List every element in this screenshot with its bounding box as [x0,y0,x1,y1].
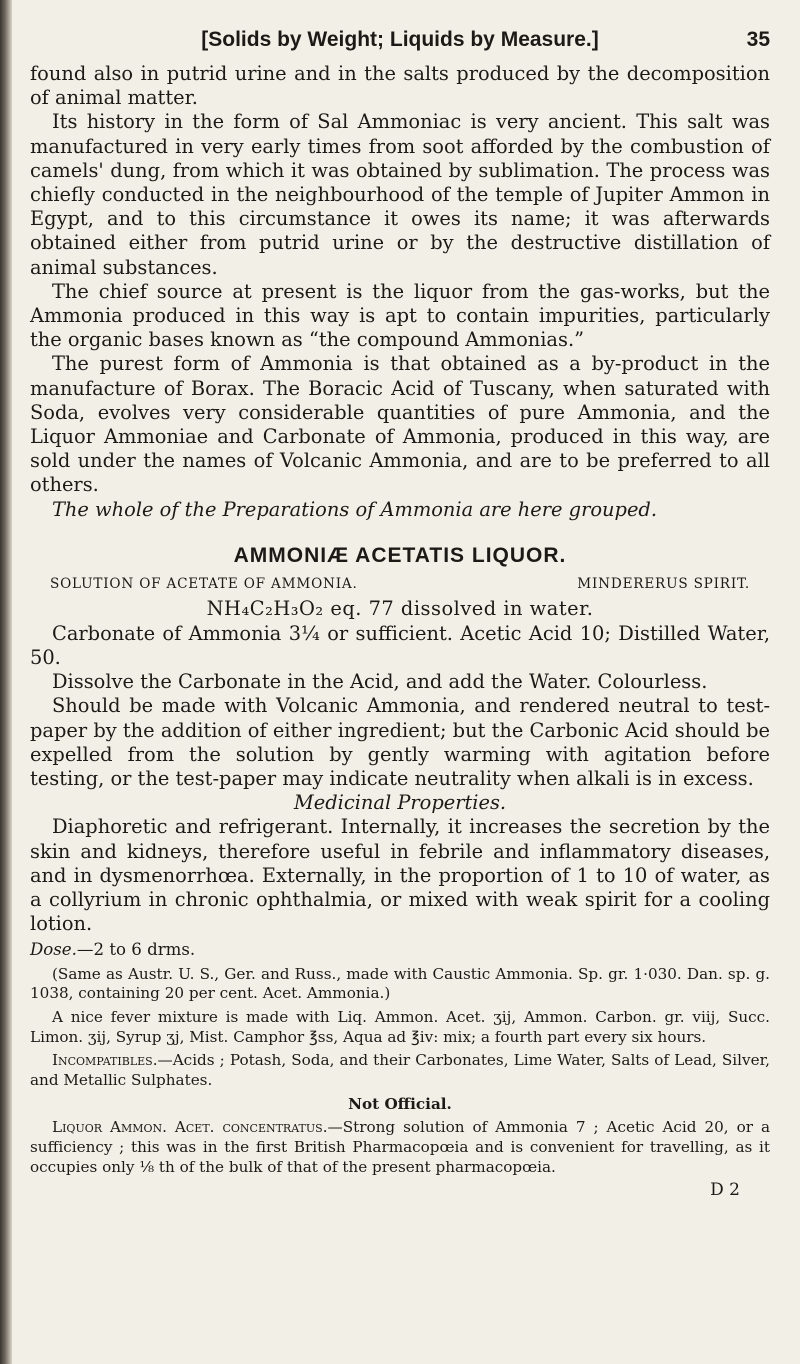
intro-paragraph-3: The chief source at present is the liquor from the gas-works, but the Ammonia produced in this way is apt to contain impurities, particularly the organic bases known as “the compound Ammonias.” [30,279,770,352]
monograph-subtitle [50,576,750,592]
liquor-concentratus [30,1118,770,1177]
intro-paragraph-4: The purest form of Ammonia is that obtained as a by-product in the manufacture of Borax. The Boracic Acid of Tuscany, when saturated with Soda, evolves very considerable quantities of pure Ammonia, and the Liquor Ammoniae and Carbonate of Ammonia, produced in this way, are sold under the names of Volcanic Ammonia, and are to be preferred to all others. [30,352,770,497]
ingredients: Carbonate of Ammonia 3¼ or sufficient. Acetic Acid 10; Distilled Water, 50. [30,621,770,670]
formula-line [30,596,770,622]
same-as-note: (Same as Austr. U. S., Ger. and Russ., made with Caustic Ammonia. Sp. gr. 1·030. Dan. sp. g. 1038, containing 20 per cent. Acet. Ammonia.) [30,964,770,1003]
running-head [30,28,770,62]
fever-mixture: A nice fever mixture is made with Liq. Ammon. Acet. ʒij, Ammon. Carbon. gr. viij, Succ. Limon. ʒij, Syrup ʒj, Mist. Camphor ℥ss, Aqua ad ℥iv: mix; a fourth part every six hours. [30,1007,770,1046]
incompatibles-label: Incompatibles. [52,1051,158,1070]
running-head-title: [Solids by Weight; Liquids by Measure.] [201,28,599,51]
properties-title: Medicinal Properties. [293,791,507,815]
dose-line [30,939,770,961]
binding-edge [0,0,12,1364]
monograph-title: AMMONIÆ ACETATIS LIQUOR. [233,543,567,567]
intro-section [30,62,770,522]
liquor-text: —Strong solution of Ammonia 7 ; Acetic Acid 20, or a sufficiency ; this was in the first British Pharmacopœia and is convenient for travelling, as it occupies only ⅛ th of the bulk of that of the present pharmacopœia. [30,1118,771,1176]
page-number: 35 [746,28,770,51]
liquor-label: Liquor Ammon. Acet. [52,1118,215,1137]
method: Dissolve the Carbonate in the Acid, and add the Water. Colourless. [52,670,708,694]
intro-paragraph-1: found also in putrid urine and in the salts produced by the decomposition of animal matter. [30,62,770,110]
intro-paragraph-2: Its history in the form of Sal Ammoniac is very ancient. This salt was manufactured in very early times from soot afforded by the combustion of camels' dung, from which it was obtained by sublimation. The process was chiefly conducted in the neighbourhood of the temple of Jupiter Ammon in Egypt, and to this circumstance it owes its name; it was afterwards obtained either from putrid urine or by the destructive distillation of animal substances. [30,110,770,279]
dose-value: —2 to 6 drms. [76,939,196,959]
preparation-notes: Should be made with Volcanic Ammonia, and rendered neutral to test-paper by the addition of either ingredient; but the Carbonic Acid should be expelled from the solution by gently warming with agitation before testing, or the test-paper may indicate neutrality when alkali is in excess. [30,694,770,791]
dose-label: Dose. [30,939,77,959]
incompatibles-text: —Acids ; Potash, Soda, and their Carbonates, Lime Water, Salts of Lead, Silver, and Metallic Sulphates. [30,1051,770,1090]
subtitle-right: MINDERERUS SPIRIT. [577,575,750,592]
small-print [30,965,770,1178]
properties-text: Diaphoretic and refrigerant. Internally, it increases the secretion by the skin and kidneys, therefore useful in febrile and inflammatory diseases, and in dysmenorrhœa. Externally, in the proportion of 1 to 10 of water, as a collyrium in chronic ophthalmia, or mixed with weak spirit for a cooling lotion. [30,815,770,936]
preparations-note: The whole of the Preparations of Ammonia are here grouped. [52,497,657,521]
monograph-body [30,622,770,937]
not-official-heading: Not Official. [348,1094,452,1113]
chemical-formula: NH₄C₂H₃O₂ eq. 77 dissolved in water. [206,596,594,620]
signature-mark: D 2 [710,1179,740,1200]
subtitle-left: SOLUTION OF ACETATE OF AMMONIA. [50,575,358,592]
incompatibles [30,1051,770,1090]
liquor-concentratus-label: concentratus. [222,1118,328,1137]
page [30,28,770,1200]
